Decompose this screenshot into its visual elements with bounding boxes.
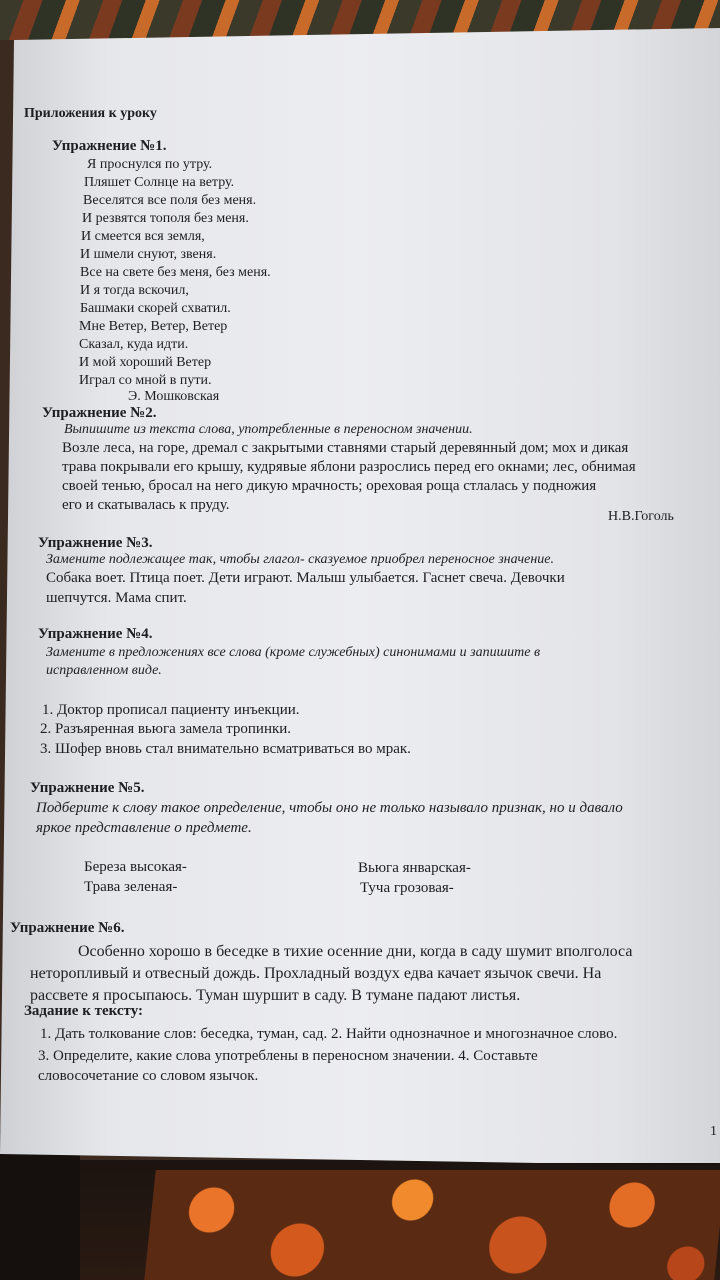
poem-line: И мой хороший Ветер xyxy=(79,355,212,370)
exercise-2-line: трава покрывали его крышу, кудрявые яблони разрослись перед его окнами; лес, обнимая xyxy=(62,459,636,475)
exercise-4-item: 2. Разъяренная вьюга замела тропинки. xyxy=(40,721,292,737)
exercise-6-title: Упражнение №6. xyxy=(10,920,125,936)
exercise-6-task: 3. Определите, какие слова употреблены в переносном значении. 4. Составьте xyxy=(38,1048,538,1064)
poem-line: Мне Ветер, Ветер, Ветер xyxy=(79,319,228,334)
exercise-5-left-item: Трава зеленая- xyxy=(84,879,178,895)
poem-line: Пляшет Солнце на ветру. xyxy=(84,175,235,190)
poem-line: Все на свете без меня, без меня. xyxy=(80,265,271,280)
exercise-6-subtitle: Задание к тексту: xyxy=(24,1003,144,1019)
exercise-3-line: шепчутся. Мама спит. xyxy=(46,590,187,606)
exercise-6-task: 1. Дать толкование слов: беседка, туман, сад. 2. Найти однозначное и многозначное слово. xyxy=(40,1026,618,1042)
exercise-2-line: своей тенью, бросал на него дикую мрачность; ореховая роща стлалась у подножия xyxy=(62,478,597,494)
exercise-4-task: исправленном виде. xyxy=(46,663,162,678)
exercise-4-item: 3. Шофер вновь стал внимательно всматриваться во мрак. xyxy=(40,741,411,757)
poem-line: И я тогда вскочил, xyxy=(80,283,189,298)
page-header: Приложения к уроку xyxy=(24,106,157,121)
exercise-5-right-item: Туча грозовая- xyxy=(360,880,454,896)
poem-line: И смеется вся земля, xyxy=(81,229,205,244)
page-number: 1 xyxy=(710,1124,717,1139)
poem-line: И резвятся тополя без меня. xyxy=(82,211,249,226)
poem-line: Я проснулся по утру. xyxy=(87,157,213,172)
exercise-5-title: Упражнение №5. xyxy=(30,780,145,796)
exercise-3-task: Замените подлежащее так, чтобы глагол- сказуемое приобрел переносное значение. xyxy=(46,552,554,567)
exercise-4-task: Замените в предложениях все слова (кроме служебных) синонимами и запишите в xyxy=(46,645,541,660)
exercise-1-title: Упражнение №1. xyxy=(52,138,167,154)
background-fabric-bottom xyxy=(144,1170,720,1280)
exercise-3-title: Упражнение №3. xyxy=(38,535,153,551)
exercise-3-line: Собака воет. Птица поет. Дети играют. Малыш улыбается. Гаснет свеча. Девочки xyxy=(46,570,565,586)
poem-line: Сказал, куда идти. xyxy=(79,337,189,352)
poem-line: Башмаки скорей схватил. xyxy=(80,301,231,316)
exercise-6-line: рассвете я просыпаюсь. Туман шуршит в саду. В тумане падают листья. xyxy=(30,987,521,1004)
poem-line: Играл со мной в пути. xyxy=(79,373,212,388)
exercise-5-task: яркое представление о предмете. xyxy=(36,820,252,836)
exercise-2-task: Выпишите из текста слова, употребленные в переносном значении. xyxy=(64,422,473,437)
exercise-5-task: Подберите к слову такое определение, чтобы оно не только называло признак, но и давало xyxy=(36,800,623,816)
exercise-5-right-item: Вьюга январская- xyxy=(358,860,471,876)
exercise-6-line: Особенно хорошо в беседке в тихие осенние дни, когда в саду шумит вполголоса xyxy=(78,943,633,960)
exercise-6-line: неторопливый и отвесный дождь. Прохладный воздух едва качает язычок свечи. На xyxy=(30,965,602,982)
exercise-4-title: Упражнение №4. xyxy=(38,626,153,642)
poem-line: И шмели снуют, звеня. xyxy=(80,247,217,262)
exercise-4-item: 1. Доктор прописал пациенту инъекции. xyxy=(42,702,300,718)
exercise-2-line: Возле леса, на горе, дремал с закрытыми ставнями старый деревянный дом; мох и дикая xyxy=(62,440,629,456)
exercise-2-title: Упражнение №2. xyxy=(42,405,157,421)
exercise-2-author: Н.В.Гоголь xyxy=(608,509,674,524)
exercise-2-line: его и скатывалась к пруду. xyxy=(62,497,230,513)
exercise-1-author: Э. Мошковская xyxy=(128,389,220,404)
exercise-6-task: словосочетание со словом язычок. xyxy=(38,1068,259,1084)
poem-line: Веселятся все поля без меня. xyxy=(83,193,257,208)
exercise-5-left-item: Береза высокая- xyxy=(84,859,187,875)
